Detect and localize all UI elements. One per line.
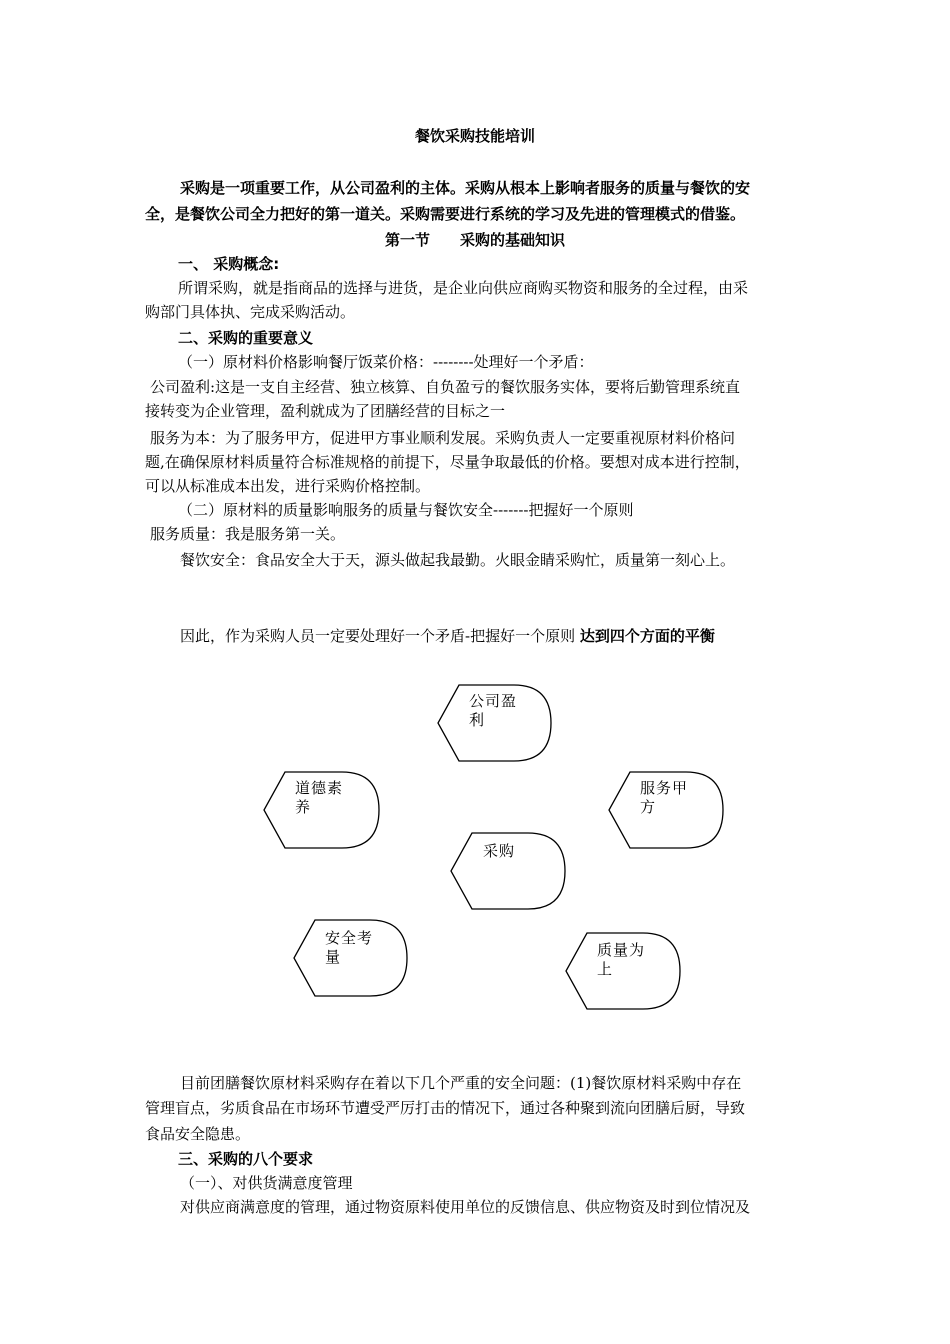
paragraph-line: 接转变为企业管理，盈利就成为了团膳经营的目标之一 bbox=[145, 402, 506, 420]
node-label-quality: 质量为上 bbox=[597, 941, 646, 978]
paragraph-line: 服务质量：我是服务第一关。 bbox=[150, 525, 346, 543]
paragraph-line: 服务为本：为了服务甲方，促进甲方事业顺利发展。采购负责人一定要重视原材料价格问 bbox=[150, 429, 736, 447]
heading-concept: 一、 采购概念: bbox=[178, 255, 280, 273]
paragraph-line: 公司盈利:这是一支自主经营、独立核算、自负盈亏的餐饮服务实体，要将后勤管理系统直 bbox=[150, 378, 741, 396]
intro-paragraph-line: 全，是餐饮公司全力把好的第一道关。采购需要进行系统的学习及先进的管理模式的借鉴。 bbox=[145, 205, 746, 223]
heading-requirements: 三、采购的八个要求 bbox=[178, 1150, 314, 1168]
paragraph-line: 管理盲点，劣质食品在市场环节遭受严厉打击的情况下，通过各种聚到流向团膳后厨，导致 bbox=[145, 1099, 746, 1117]
balance-diagram bbox=[0, 670, 950, 1030]
balance-statement-text: 因此，作为采购人员一定要处理好一个矛盾-把握好一个原则 bbox=[180, 627, 580, 645]
paragraph-line: 所谓采购，就是指商品的选择与进货，是企业向供应商购买物资和服务的全过程，由采 bbox=[178, 279, 749, 297]
node-label-purchase: 采购 bbox=[483, 842, 516, 860]
section-title: 第一节 采购的基础知识 bbox=[384, 231, 565, 249]
subheading: （二）原材料的质量影响服务的质量与餐饮安全-------把握好一个原则 bbox=[178, 501, 634, 519]
node-label-profit: 公司盈利 bbox=[469, 692, 518, 729]
subheading: （一）、对供货满意度管理 bbox=[180, 1174, 353, 1192]
intro-paragraph-line: 采购是一项重要工作，从公司盈利的主体。采购从根本上影响者服务的质量与餐饮的安 bbox=[180, 179, 751, 197]
node-label-ethics: 道德素养 bbox=[295, 779, 344, 816]
paragraph-line: 题,在确保原材料质量符合标准规格的前提下，尽量争取最低的价格。要想对成本进行控制， bbox=[145, 453, 750, 471]
document-title: 餐饮采购技能培训 bbox=[414, 127, 535, 145]
node-label-service: 服务甲方 bbox=[640, 779, 689, 816]
heading-significance: 二、采购的重要意义 bbox=[178, 329, 314, 347]
paragraph-line: 目前团膳餐饮原材料采购存在着以下几个严重的安全问题：(1)餐饮原材料采购中存在 bbox=[180, 1074, 742, 1092]
paragraph-line: 食品安全隐患。 bbox=[145, 1125, 251, 1143]
paragraph-line: 对供应商满意度的管理，通过物资原料使用单位的反馈信息、供应物资及时到位情况及 bbox=[180, 1198, 751, 1216]
balance-statement bbox=[180, 626, 715, 646]
subheading: （一）原材料价格影响餐厅饭菜价格：--------处理好一个矛盾： bbox=[178, 353, 594, 371]
paragraph-line: 购部门具体执、完成采购活动。 bbox=[145, 303, 356, 321]
node-label-safety: 安全考量 bbox=[325, 929, 374, 966]
paragraph-line: 可以从标准成本出发，进行采购价格控制。 bbox=[145, 477, 431, 495]
balance-statement-emphasis: 达到四个方面的平衡 bbox=[579, 627, 715, 645]
paragraph-line: 餐饮安全：食品安全大于天，源头做起我最勤。火眼金睛采购忙，质量第一刻心上。 bbox=[180, 551, 736, 569]
